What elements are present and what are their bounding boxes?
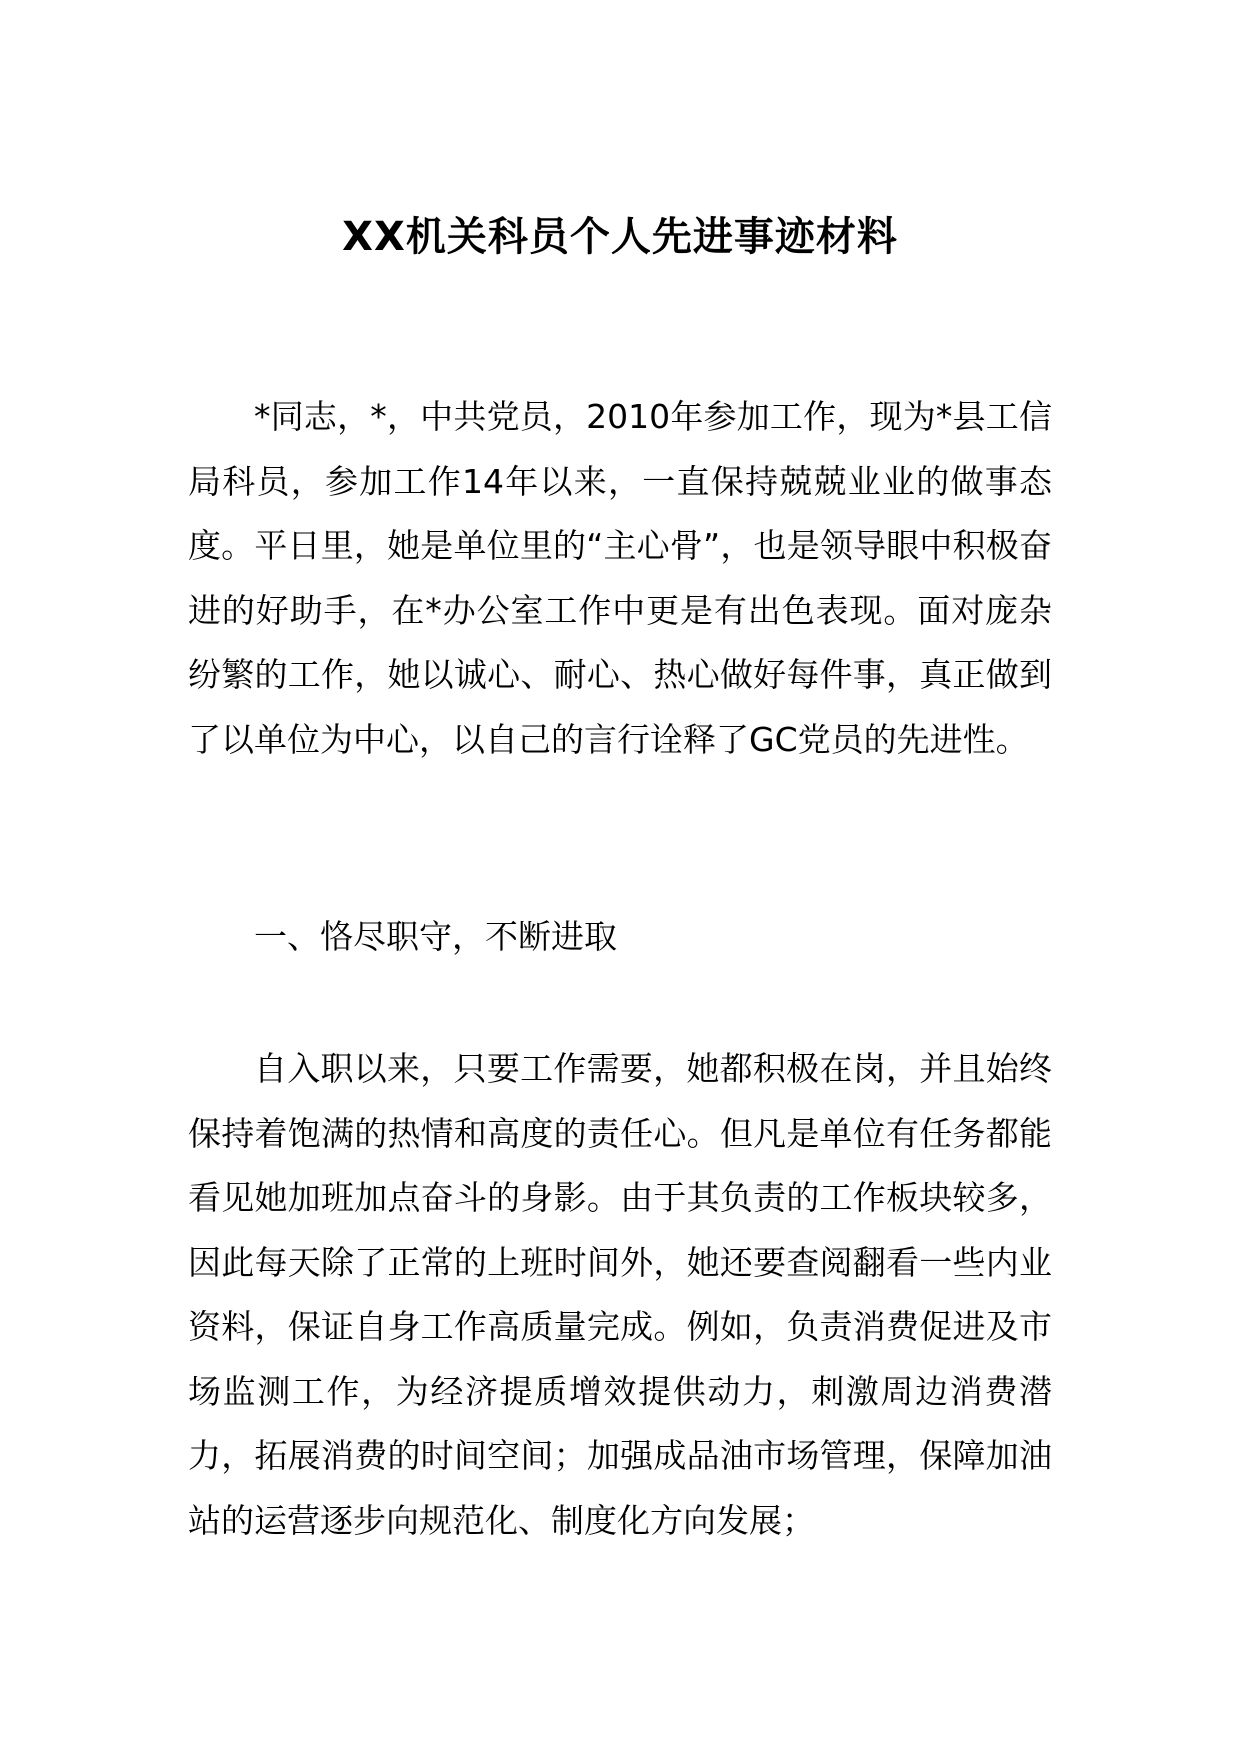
document-title: XX机关科员个人先进事迹材料 xyxy=(342,214,898,260)
intro-paragraph: *同志，*，中共党员，2010年参加工作，现为*县工信局科员，参加工作14年以来，一直保持兢兢业业的做事态度。平日里，她是单位里的“主心骨”，也是领导眼中积极奋进的好助手，在*办公室工作中更是有出色表现。面对庞杂纷繁的工作，她以诚心、耐心、热心做好每件事，真正做到了以单位为中心，以自己的言行诠释了GC党员的先进性。 xyxy=(188,397,1052,759)
section-heading: 一、恪尽职守，不断进取 xyxy=(254,917,617,956)
section-paragraph: 自入职以来，只要工作需要，她都积极在岗，并且始终保持着饱满的热情和高度的责任心。但凡是单位有任务都能看见她加班加点奋斗的身影。由于其负责的工作板块较多，因此每天除了正常的上班时间外，她还要查阅翻看一些内业资料，保证自身工作高质量完成。例如，负责消费促进及市场监测工作，为经济提质增效提供动力，刺激周边消费潜力，拓展消费的时间空间；加强成品油市场管理，保障加油站的运营逐步向规范化、制度化方向发展； xyxy=(188,1049,1052,1540)
